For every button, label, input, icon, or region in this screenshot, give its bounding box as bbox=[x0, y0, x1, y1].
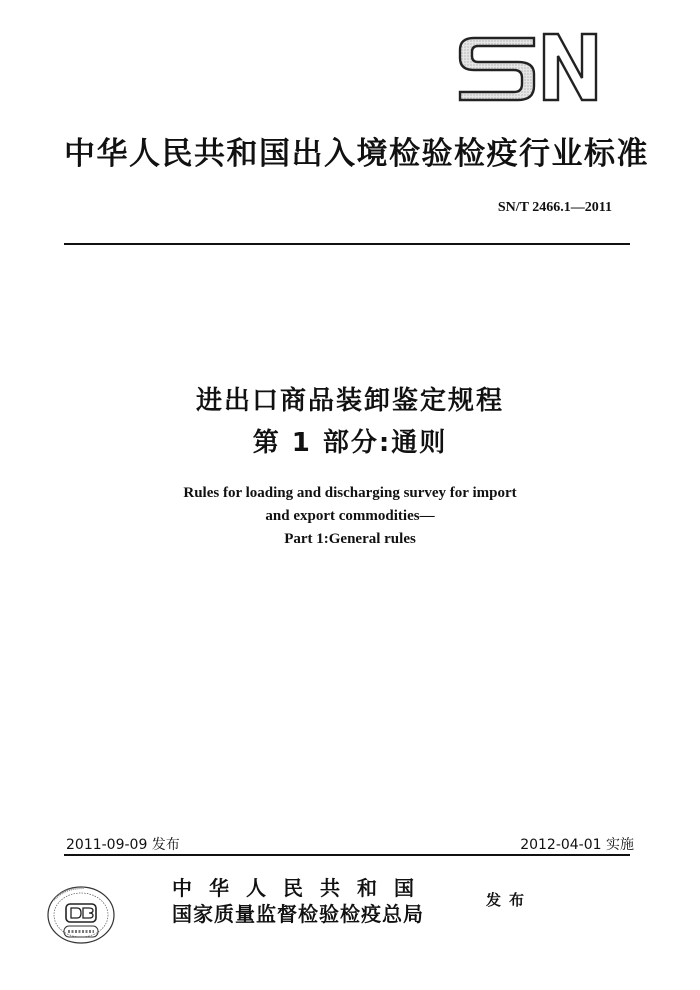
industry-standard-title: 中华人民共和国出入境检验检疫行业标准 bbox=[64, 136, 649, 172]
issuer-line-2: 国家质量监督检验检疫总局 bbox=[172, 902, 424, 926]
implementation-date: 2012-04-01 实施 bbox=[520, 837, 634, 853]
title-chinese-line-1: 进出口商品装卸鉴定规程 bbox=[195, 386, 504, 416]
top-divider bbox=[64, 243, 630, 245]
issue-date: 2011-09-09 发布 bbox=[66, 837, 180, 853]
title-chinese-line-2: 第 1 部分:通则 bbox=[252, 428, 448, 458]
publish-label: 发布 bbox=[486, 891, 533, 909]
sn-logo bbox=[452, 28, 602, 106]
standard-code: SN/T 2466.1—2011 bbox=[497, 200, 612, 215]
title-english-line-2: and export commodities— bbox=[265, 508, 435, 524]
bottom-divider bbox=[64, 854, 630, 856]
issuer-line-1: 中华人民共和国 bbox=[172, 876, 431, 900]
title-english-line-1: Rules for loading and discharging survey for import bbox=[183, 485, 517, 501]
title-english-line-3: Part 1:General rules bbox=[284, 531, 416, 547]
anti-counterfeit-seal bbox=[44, 882, 118, 948]
